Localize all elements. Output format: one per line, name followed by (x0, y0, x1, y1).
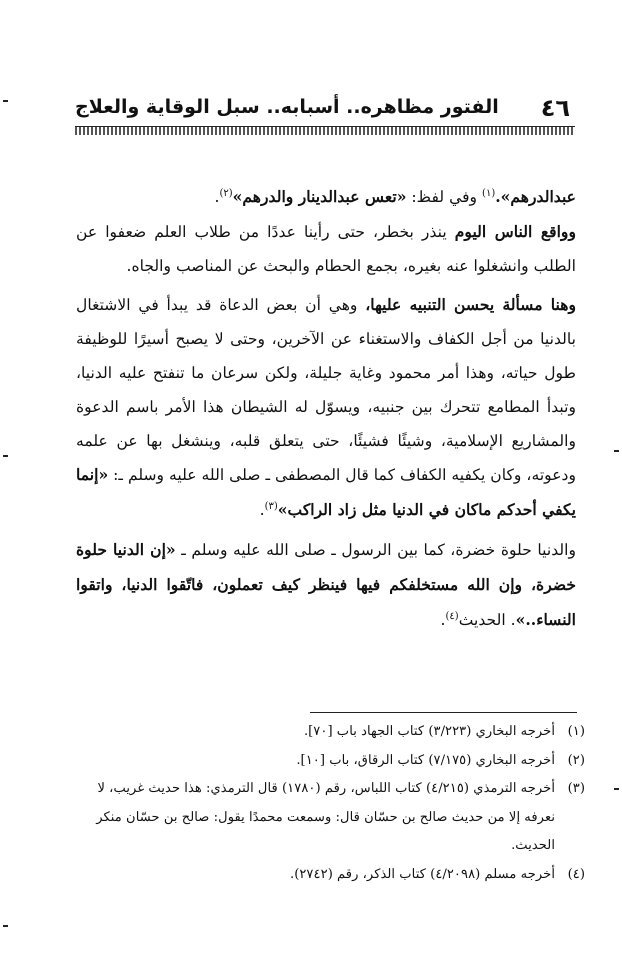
hadith-quote: «تعس عبدالدينار والدرهم» (232, 187, 407, 206)
paragraph-text: . الحديث (458, 610, 516, 629)
paragraph (76, 215, 576, 284)
footnote-text: أخرجه مسلم (٤/٢٠٩٨) كتاب الذكر، رقم (٢٧٤٢). (290, 866, 555, 882)
paragraph-text: وهي أن بعض الدعاة قد يبدأ في الاشتغال بالدنيا من أجل الكفاف والاستغناء عن الآخرين، وحتى لا يصبح أسيرًا للوظيفة طول حياته، وهذا أمر محمود وغاية جليلة، ولكن سرعان ما تنفتح عليه الدنيا، وتبدأ المطامع تتحرك بين جنبيه، ويسوّل له الشيطان هذا الأمر باسم الدعوة والمشاريع الإسلامية، وشيئًا فشيئًا، حتى يتعلق قلبه، وينشغل بها عن علمه ودعوته، وكان يكفيه الكفاف كما قال المصطفى ـ صلى الله عليه وسلم ـ: (76, 296, 576, 485)
footnote (80, 861, 585, 890)
paragraph-lead: وهنا مسألة يحسن التنبيه عليها، (365, 295, 576, 315)
margin-mark (3, 455, 8, 457)
paragraph-text: وفي لفظ: (406, 188, 483, 206)
header-rule (75, 126, 575, 135)
margin-mark (614, 788, 619, 790)
page-header (75, 92, 570, 126)
running-title: الفتور مظاهره.. أسبابه.. سبل الوقاية والعلاج (75, 96, 499, 118)
footnote-rule (310, 712, 577, 713)
paragraph (76, 533, 576, 637)
margin-mark (614, 450, 619, 452)
margin-mark (3, 925, 8, 927)
hadith-quote: «إنما يكفي أحدكم ماكان في الدنيا مثل زاد الراكب» (76, 465, 576, 520)
footnote (80, 747, 585, 776)
paragraph-text: . (214, 188, 220, 206)
footnote-ref: (٤) (445, 610, 459, 622)
paragraph-lead: وواقع الناس اليوم (454, 221, 576, 241)
footnote-text: أخرجه الترمذي (٤/٢١٥) كتاب اللباس، رقم (١٧٨٠) قال الترمذي: هذا حديث غريب، لا نعرفه إلا من حديث صالح بن حسّان قال: وسمعت محمدًا يقول: صالح بن حسّان منكر الحديث. (96, 781, 555, 853)
footnote-text: أخرجه البخاري (٣/٢٢٣) كتاب الجهاد باب [٧٠]. (303, 724, 555, 739)
body-text (76, 180, 576, 637)
paragraph-text: والدنيا حلوة خضرة، كما بين الرسول ـ صلى الله عليه وسلم ـ (175, 540, 576, 559)
footnote-number: (٤) (567, 866, 585, 882)
paragraph (76, 180, 576, 215)
footnote-ref: (٢) (219, 187, 233, 199)
footnote (80, 718, 585, 747)
page-number: ٤٦ (540, 94, 570, 122)
footnote (80, 775, 585, 861)
footnote-number: (٣) (567, 781, 585, 796)
footnote-number: (١) (567, 724, 585, 739)
hadith-quote: «إن الدنيا حلوة خضرة، وإن الله مستخلفكم فيها فينظر كيف تعملون، فاتّقوا الدنيا، واتقوا النساء..» (76, 539, 576, 629)
footnote-ref: (١) (482, 187, 496, 199)
footnote-number: (٢) (567, 752, 585, 768)
paragraph-text: . (440, 610, 446, 629)
footnotes (80, 718, 585, 889)
paragraph-text: ينذر بخطر، حتى رأينا عددًا من طلاب العلم ضعفوا عن الطلب وانشغلوا عنه بغيره، بجمع الحطام والبحث عن المناصب والجاه. (76, 222, 576, 275)
footnote-text: أخرجه البخاري (٧/١٧٥) كتاب الرقاق، باب [١٠]. (296, 752, 555, 768)
margin-mark (3, 100, 8, 102)
paragraph (76, 288, 576, 528)
hadith-quote: عبدالدرهم». (495, 187, 576, 206)
paragraph-text: . (259, 501, 265, 520)
footnote-ref: (٣) (264, 500, 278, 512)
